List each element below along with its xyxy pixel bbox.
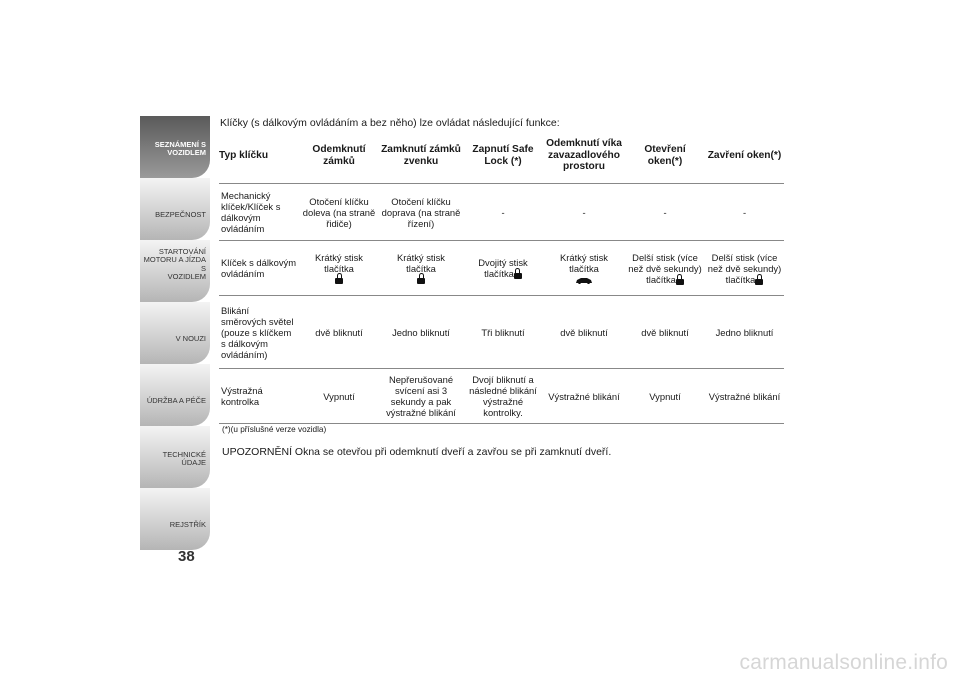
- header-safe-lock: Zapnutí Safe Lock (*): [463, 128, 543, 184]
- footnote: (*)(u příslušné verze vozidla): [222, 425, 327, 434]
- cell-text: Krátký stisk tlačítka: [315, 252, 363, 274]
- row-key-type: Klíček s dálkovým ovládáním: [219, 241, 299, 296]
- header-boot-unlock: Odemknutí víka zavazadlového prostoru: [543, 128, 625, 184]
- padlock-icon: [514, 273, 522, 279]
- table-cell: [625, 241, 705, 296]
- tab-technicke-udaje[interactable]: TECHNICKÉ ÚDAJE: [140, 426, 210, 488]
- padlock-icon: [335, 278, 343, 284]
- table-row: [219, 296, 784, 369]
- padlock-icon: [676, 279, 684, 285]
- table-cell: Dvojí bliknutí a následné blikání výstražné kontrolky.: [463, 369, 543, 424]
- table-cell: [299, 241, 379, 296]
- table-cell: [463, 241, 543, 296]
- table-cell: Otočení klíčku doleva (na straně řidiče): [299, 184, 379, 241]
- cell-text: Dvojitý stisk tlačítka: [478, 257, 528, 279]
- table-cell: dvě bliknutí: [543, 296, 625, 369]
- tab-udrzba-a-pece[interactable]: ÚDRŽBA A PÉČE: [140, 364, 210, 426]
- table-cell: [705, 241, 784, 296]
- header-window-close: Zavření oken(*): [705, 128, 784, 184]
- table-cell: -: [705, 184, 784, 241]
- table-cell: -: [625, 184, 705, 241]
- cell-text: Krátký stisk tlačítka: [560, 252, 608, 274]
- table-row: [219, 369, 784, 424]
- tab-seznameni-s-vozidlem[interactable]: SEZNÁMENÍ S VOZIDLEM: [140, 116, 210, 178]
- tab-startovani-motoru[interactable]: STARTOVÁNÍ MOTORU A JÍZDA S VOZIDLEM: [140, 240, 210, 302]
- table-cell: Nepřerušované svícení asi 3 sekundy a pak výstražné blikání: [379, 369, 463, 424]
- intro-text: Klíčky (s dálkovým ovládáním a bez něho) lze ovládat následující funkce:: [220, 117, 560, 129]
- header-key-type: Typ klíčku: [219, 128, 299, 184]
- table-cell: Vypnutí: [299, 369, 379, 424]
- warning-note: UPOZORNĚNÍ Okna se otevřou při odemknutí dveří a zavřou se při zamknutí dveří.: [222, 446, 612, 458]
- header-unlock: Odemknutí zámků: [299, 128, 379, 184]
- tab-bezpecnost[interactable]: BEZPEČNOST: [140, 178, 210, 240]
- table-cell: Jedno bliknutí: [705, 296, 784, 369]
- row-key-type: Výstražná kontrolka: [219, 369, 299, 424]
- page-number: 38: [178, 548, 195, 565]
- row-key-type: Blikání směrových světel (pouze s klíčkem s dálkovým ovládáním): [219, 296, 299, 369]
- cell-text: Krátký stisk tlačítka: [397, 252, 445, 274]
- table-cell: Jedno bliknutí: [379, 296, 463, 369]
- cell-text: Delší stisk (více než dvě sekundy) tlačítka: [628, 251, 702, 285]
- table-cell: Výstražné blikání: [705, 369, 784, 424]
- table-cell: Vypnutí: [625, 369, 705, 424]
- row-key-type: Mechanický klíček/Klíček s dálkovým ovládáním: [219, 184, 299, 241]
- car-boot-icon: [575, 276, 593, 284]
- table-cell: Výstražné blikání: [543, 369, 625, 424]
- watermark: carmanualsonline.info: [739, 651, 948, 674]
- table-cell: [543, 241, 625, 296]
- padlock-icon: [417, 278, 425, 284]
- table-cell: -: [463, 184, 543, 241]
- header-window-open: Otevření oken(*): [625, 128, 705, 184]
- tab-rejstrik[interactable]: REJSTŘÍK: [140, 488, 210, 550]
- padlock-icon: [755, 279, 763, 285]
- cell-text: Delší stisk (více než dvě sekundy) tlačítka: [707, 251, 782, 285]
- tab-v-nouzi[interactable]: V NOUZI: [140, 302, 210, 364]
- header-lock: Zamknutí zámků zvenku: [379, 128, 463, 184]
- table-row: [219, 184, 784, 241]
- key-functions-table: [219, 128, 784, 424]
- table-cell: [379, 241, 463, 296]
- table-cell: Otočení klíčku doprava (na straně řízení): [379, 184, 463, 241]
- table-row: [219, 241, 784, 296]
- table-header-row: [219, 128, 784, 184]
- table-cell: Tři bliknutí: [463, 296, 543, 369]
- table-cell: -: [543, 184, 625, 241]
- table-cell: dvě bliknutí: [625, 296, 705, 369]
- table-cell: dvě bliknutí: [299, 296, 379, 369]
